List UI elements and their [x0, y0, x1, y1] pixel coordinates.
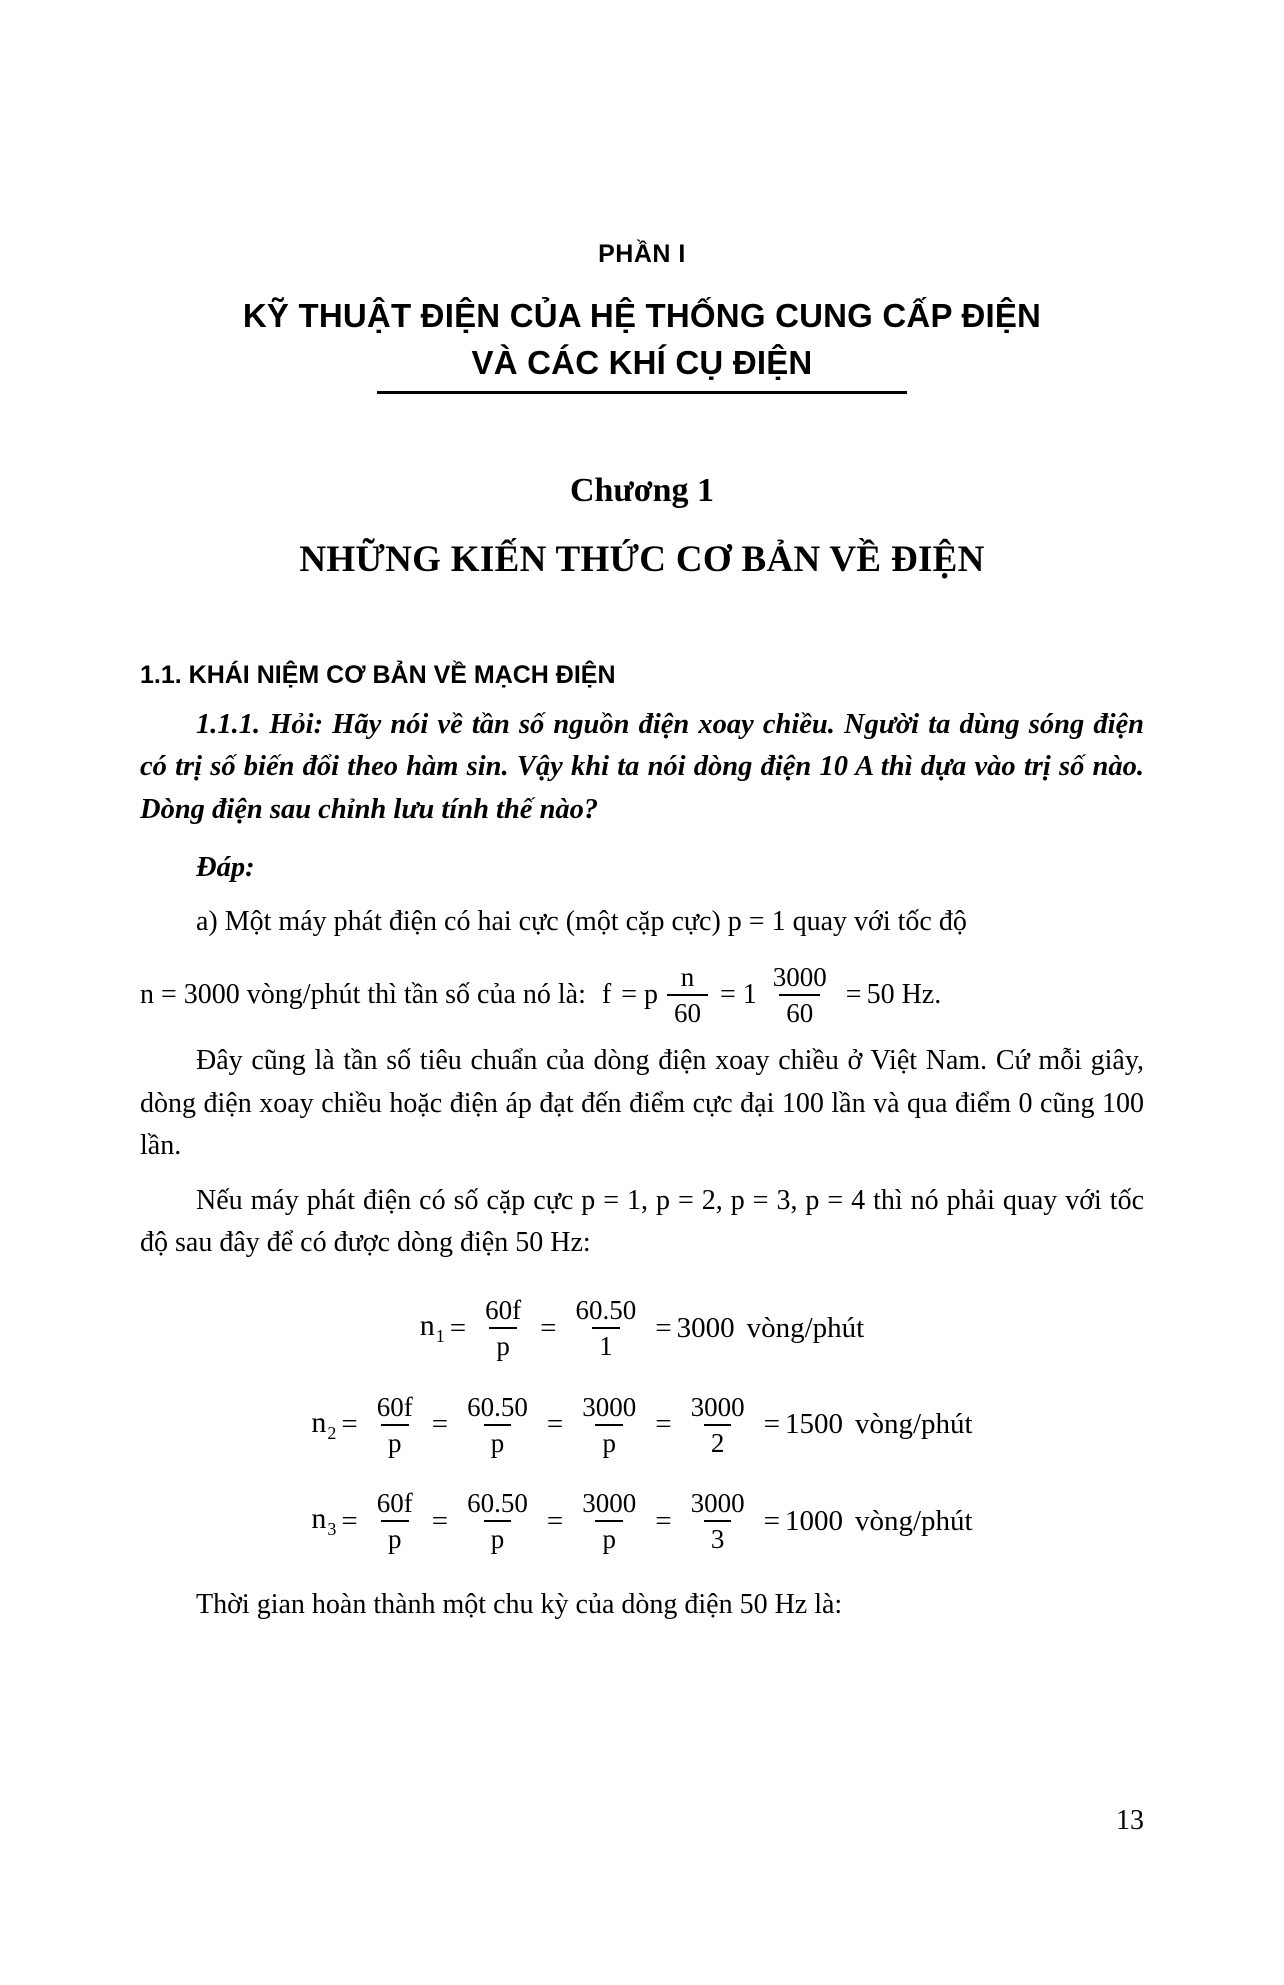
part-title-line-1: KỸ THUẬT ĐIỆN CỦA HỆ THỐNG CUNG CẤP ĐIỆN [242, 297, 1042, 334]
equation-n2-fraction-1 [460, 1392, 535, 1458]
equation-n1-fraction-1 [568, 1295, 643, 1361]
inline-f-frac2-denominator: 60 [779, 994, 820, 1028]
equation-n3-fraction-3 [684, 1488, 752, 1554]
equation-n2-denominator-1: p [484, 1424, 512, 1458]
inline-f-frac1-numerator: n [680, 961, 695, 992]
equation-n2-subscript: 2 [327, 1422, 337, 1443]
part-title [140, 293, 1144, 387]
equation-n3-operator-2: = [546, 1504, 564, 1537]
equation-n3-numerator-1: 60.50 [467, 1487, 528, 1518]
equation-n2-numerator-0: 60f [376, 1391, 413, 1422]
equation-n2-result-operator: = [763, 1408, 780, 1441]
equation-n2-denominator-3: 2 [704, 1424, 732, 1458]
section-heading: 1.1. KHÁI NIỆM CƠ BẢN VỀ MẠCH ĐIỆN [140, 660, 616, 689]
paragraph-a-line2-text: n = 3000 vòng/phút thì tần số của nó là: [140, 979, 586, 1011]
equation-n1-result: 3000 [676, 1311, 735, 1344]
equation-n2-result: 1500 [784, 1408, 843, 1441]
equation-n1-operator-1: = [540, 1311, 557, 1344]
equation-n1 [140, 1295, 1144, 1361]
equation-n3-operator-0: = [341, 1504, 358, 1537]
title-divider-wrap [140, 391, 1144, 394]
inline-f-eq1: = [621, 979, 637, 1011]
equation-n1-numerator-0: 60f [485, 1295, 522, 1326]
inline-f-fraction-2 [766, 962, 834, 1028]
equation-n3-numerator-2: 3000 [582, 1487, 637, 1518]
equation-n1-denominator-0: p [489, 1327, 517, 1361]
equation-n2-variable: $n_2$ [311, 1405, 337, 1443]
inline-f-result: 50 Hz. [866, 979, 942, 1011]
title-divider [377, 391, 907, 394]
paragraph-b: Đây cũng là tần số tiêu chuẩn của dòng điện xoay chiều ở Việt Nam. Cứ mỗi giây, dòng điện xoay chiều hoặc điện áp đạt đến điểm cực đại 100 lần và qua điểm 0 cũng 100 lần. [140, 1045, 1144, 1162]
inline-f-eq2: = [719, 979, 736, 1011]
equation-n3-unit: vòng/phút [854, 1504, 973, 1537]
equation-n3-denominator-3: 3 [704, 1520, 732, 1554]
part-title-line-2: VÀ CÁC KHÍ CỤ ĐIỆN [471, 343, 813, 381]
equation-n2-denominator-2: p [595, 1424, 623, 1458]
equation-n2-fraction-3 [684, 1392, 752, 1458]
equation-n3-result: 1000 [784, 1504, 843, 1537]
display-equations [140, 1295, 1144, 1554]
equation-n2-operator-2: = [546, 1408, 564, 1441]
equation-n2-operator-3: = [655, 1408, 672, 1441]
equation-n3-result-operator: = [763, 1504, 780, 1537]
equation-n3-numerator-3: 3000 [690, 1487, 745, 1518]
answer-label: Đáp: [196, 851, 255, 883]
equation-n3-fraction-1 [460, 1488, 535, 1554]
equation-n2-operator-0: = [341, 1408, 358, 1441]
part-label: PHẦN I [598, 240, 686, 268]
equation-n2-denominator-0: p [381, 1424, 409, 1458]
equation-n3-operator-1: = [431, 1504, 449, 1537]
equation-n1-fraction-0 [478, 1295, 528, 1361]
paragraph-d: Thời gian hoàn thành một chu kỳ của dòng điện 50 Hz là: [196, 1589, 843, 1621]
equation-n3-denominator-1: p [484, 1520, 512, 1554]
equation-n2-operator-1: = [431, 1408, 449, 1441]
inline-f-one: 1 [742, 979, 757, 1011]
equation-n1-variable: $n_1$ [419, 1309, 445, 1347]
question-paragraph: 1.1.1. Hỏi: Hãy nói về tần số nguồn điện xoay chiều. Người ta dùng sóng điện có trị số biến đổi theo hàm sin. Vậy khi ta nói dòng điện 10 A thì dựa vào trị số nào. Dòng điện sau chỉnh lưu tính thế nào? [140, 708, 1144, 826]
equation-n2-numerator-2: 3000 [582, 1391, 637, 1422]
paragraph-a: a) Một máy phát điện có hai cực (một cặp cực) p = 1 quay với tốc độ [196, 906, 967, 938]
equation-n3-denominator-2: p [595, 1520, 623, 1554]
chapter-label: Chương 1 [569, 471, 715, 509]
equation-n2 [140, 1392, 1144, 1458]
inline-f-frac2-numerator: 3000 [772, 961, 827, 992]
equation-n3-operator-3: = [655, 1504, 672, 1537]
equation-n1-operator-0: = [449, 1311, 467, 1344]
equation-n2-fraction-2 [575, 1392, 643, 1458]
equation-n1-subscript: 1 [435, 1326, 445, 1347]
equation-n2-numerator-1: 60.50 [467, 1391, 528, 1422]
page-content [140, 240, 1144, 1627]
equation-n3-fraction-2 [575, 1488, 643, 1554]
inline-f-lhs: f [601, 979, 612, 1011]
equation-n2-unit: vòng/phút [854, 1408, 973, 1441]
inline-equation-frequency [140, 962, 1144, 1028]
page-number: 13 [1116, 1805, 1144, 1836]
equation-n1-result-operator: = [655, 1311, 672, 1344]
inline-f-fraction-1 [667, 962, 708, 1028]
equation-n2-numerator-3: 3000 [690, 1391, 745, 1422]
equation-n3-numerator-0: 60f [376, 1487, 413, 1518]
paragraph-c: Nếu máy phát điện có số cặp cực p = 1, p = 2, p = 3, p = 4 thì nó phải quay với tốc độ sau đây để có được dòng điện 50 Hz: [140, 1184, 1144, 1259]
equation-n3 [140, 1488, 1144, 1554]
inline-f-frac1-denominator: 60 [667, 994, 708, 1028]
equation-n1-unit: vòng/phút [746, 1311, 865, 1344]
inline-f-p: p [643, 979, 658, 1011]
equation-n1-numerator-1: 60.50 [575, 1295, 637, 1326]
equation-n3-denominator-0: p [381, 1520, 409, 1554]
equation-n3-subscript: 3 [327, 1519, 337, 1540]
equation-n2-fraction-0 [370, 1392, 420, 1458]
chapter-title: NHỮNG KIẾN THỨC CƠ BẢN VỀ ĐIỆN [299, 538, 985, 580]
equation-n1-denominator-1: 1 [592, 1327, 620, 1361]
inline-f-eq3: = [845, 979, 862, 1011]
equation-n3-variable: $n_3$ [311, 1502, 337, 1540]
equation-n3-fraction-0 [370, 1488, 420, 1554]
